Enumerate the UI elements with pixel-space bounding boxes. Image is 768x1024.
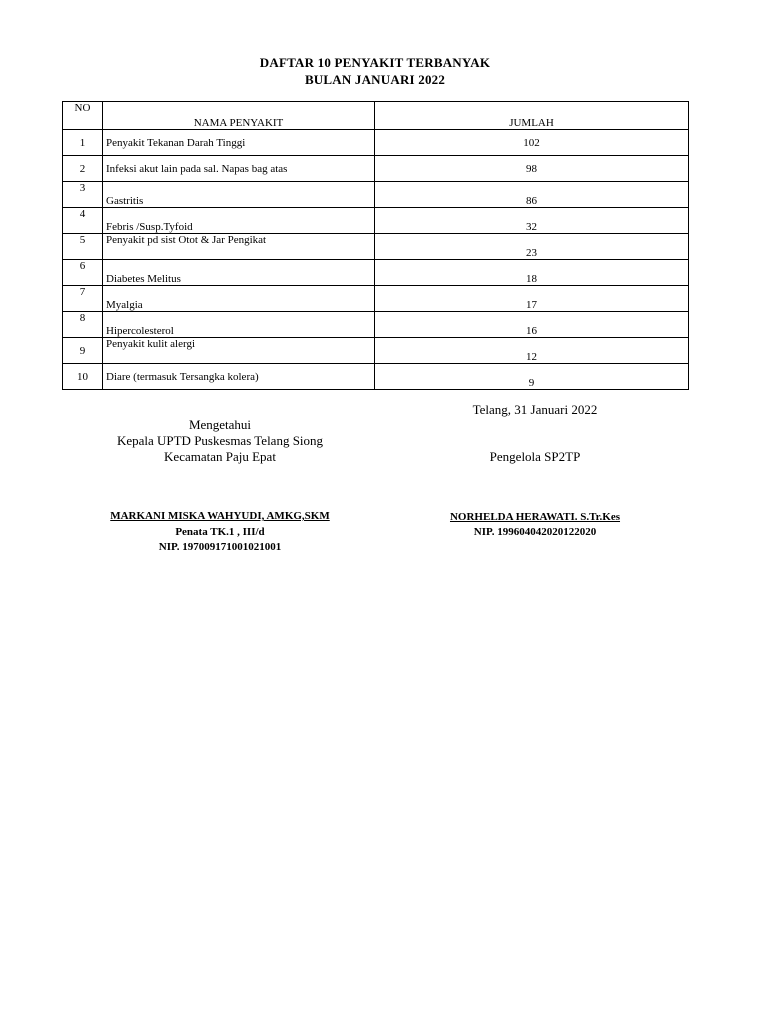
row-no: 2: [63, 156, 103, 182]
row-name: Hipercolesterol: [103, 312, 375, 338]
row-value: 18: [375, 260, 689, 286]
row-name: Penyakit Tekanan Darah Tinggi: [103, 130, 375, 156]
row-no: 6: [63, 260, 103, 286]
row-value: 98: [375, 156, 689, 182]
document-title: DAFTAR 10 PENYAKIT TERBANYAK: [259, 55, 491, 70]
row-name: Infeksi akut lain pada sal. Napas bag atas: [103, 156, 375, 182]
row-name: Penyakit pd sist Otot & Jar Pengikat: [103, 234, 375, 260]
table-row: [63, 364, 689, 390]
row-no: 5: [63, 234, 103, 260]
table-row: [63, 260, 689, 286]
left-signatory-name: MARKANI MISKA WAHYUDI, AMKG,SKM: [110, 510, 330, 522]
left-signatory-rank: Penata TK.1 , III/d: [175, 526, 265, 538]
row-no: 3: [63, 182, 103, 208]
right-signatory-name: NORHELDA HERAWATI. S.Tr.Kes: [449, 511, 621, 523]
row-value: 17: [375, 286, 689, 312]
row-no: 8: [63, 312, 103, 338]
row-no: 10: [63, 364, 103, 390]
table-row: [63, 156, 689, 182]
table-row: [63, 286, 689, 312]
row-value: 9: [375, 364, 689, 390]
column-header-value: JUMLAH: [375, 102, 689, 130]
table-header-row: [63, 102, 689, 130]
column-header-no: NO: [63, 102, 103, 130]
row-no: 1: [63, 130, 103, 156]
table-row: [63, 130, 689, 156]
left-signatory-nip: NIP. 197009171001021001: [158, 541, 282, 553]
row-value: 32: [375, 208, 689, 234]
row-name: Febris /Susp.Tyfoid: [103, 208, 375, 234]
row-value: 12: [375, 338, 689, 364]
row-name: Diare (termasuk Tersangka kolera): [103, 364, 375, 390]
disease-table: [62, 101, 689, 390]
table-row: [63, 338, 689, 364]
table-row: [63, 234, 689, 260]
place-date: Telang, 31 Januari 2022: [472, 402, 598, 417]
row-no: 4: [63, 208, 103, 234]
row-value: 102: [375, 130, 689, 156]
table-row: [63, 208, 689, 234]
row-value: 86: [375, 182, 689, 208]
row-name: Gastritis: [103, 182, 375, 208]
row-name: Myalgia: [103, 286, 375, 312]
row-name: Diabetes Melitus: [103, 260, 375, 286]
row-name: Penyakit kulit alergi: [103, 338, 375, 364]
row-no: 9: [63, 338, 103, 364]
head-title: Kepala UPTD Puskesmas Telang Siong: [116, 433, 324, 448]
acknowledged-label: Mengetahui: [188, 417, 252, 432]
row-value: 16: [375, 312, 689, 338]
right-signatory-nip: NIP. 199604042020122020: [473, 526, 597, 538]
document-subtitle: BULAN JANUARI 2022: [304, 72, 446, 87]
table-row: [63, 312, 689, 338]
row-value: 23: [375, 234, 689, 260]
district-label: Kecamatan Paju Epat: [164, 449, 276, 464]
table-row: [63, 182, 689, 208]
column-header-name: NAMA PENYAKIT: [103, 102, 375, 130]
manager-role: Pengelola SP2TP: [489, 449, 581, 464]
row-no: 7: [63, 286, 103, 312]
